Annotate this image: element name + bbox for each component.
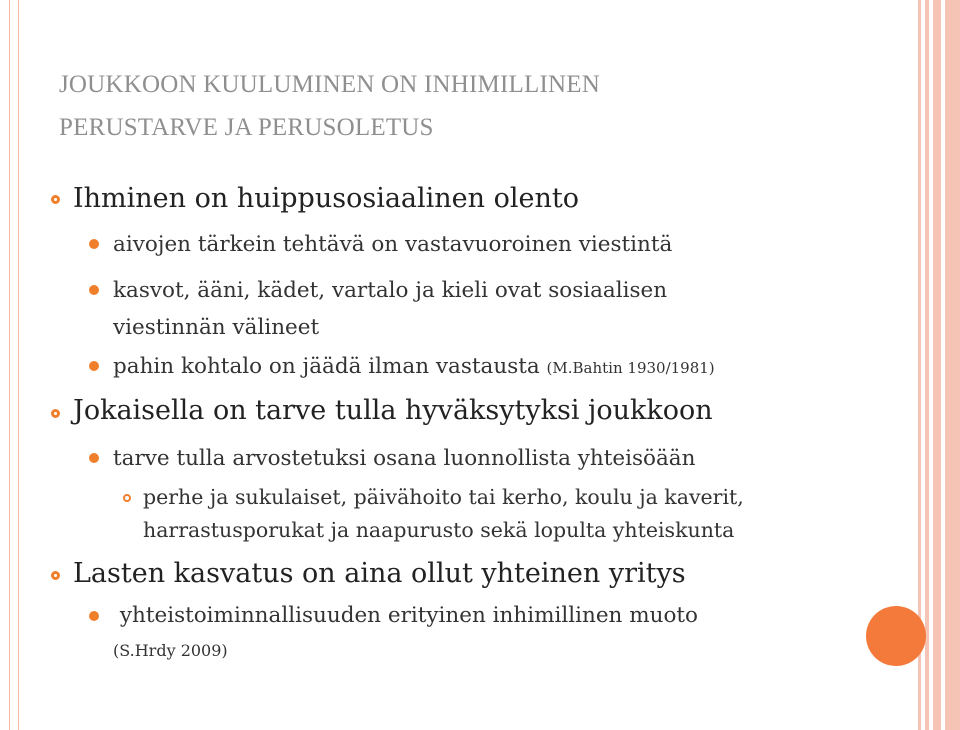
bullet-3-1: yhteistoiminnallisuuden erityinen inhimillinen muoto <box>113 603 699 628</box>
dot-bullet-icon <box>89 361 99 371</box>
bullet-3: Lasten kasvatus on aina ollut yhteinen yritys <box>73 558 686 589</box>
bullet-2-1-1 <box>143 481 903 547</box>
dot-bullet-icon <box>89 285 99 295</box>
bullet-1-3-citation: (M.Bahtin 1930/1981) <box>546 359 715 377</box>
title-line-2: PERUSTARVE JA PERUSOLETUS <box>59 114 434 141</box>
bullet-2-1: tarve tulla arvostetuksi osana luonnollista yhteisöään <box>113 446 696 471</box>
ring-bullet-icon <box>51 195 60 204</box>
bullet-3-1-citation: (S.Hrdy 2009) <box>113 641 228 660</box>
right-border-rules <box>918 0 960 730</box>
bullet-1-1: aivojen tärkein tehtävä on vastavuoroinen viestintä <box>113 232 673 257</box>
bullet-2-1-1-line-1: perhe ja sukulaiset, päivähoito tai kerho, koulu ja kaverit, <box>143 485 744 509</box>
dot-bullet-icon <box>89 611 99 621</box>
ring-bullet-icon <box>123 494 131 502</box>
bullet-1: Ihminen on huippusosiaalinen olento <box>73 183 579 214</box>
left-border-rule <box>9 0 19 730</box>
bullet-1-3 <box>113 348 873 387</box>
decorative-orange-circle <box>866 606 926 666</box>
dot-bullet-icon <box>89 453 99 463</box>
slide-title <box>59 63 859 149</box>
bullet-1-2 <box>113 272 873 346</box>
bullet-1-3-text: pahin kohtalo on jäädä ilman vastausta <box>113 354 540 379</box>
dot-bullet-icon <box>89 239 99 249</box>
bullet-1-2-line-1: kasvot, ääni, kädet, vartalo ja kieli ovat sosiaalisen <box>113 278 668 303</box>
bullet-1-2-line-2: viestinnän välineet <box>113 315 320 340</box>
bullet-2: Jokaisella on tarve tulla hyväksytyksi joukkoon <box>73 395 713 426</box>
bullet-2-1-1-line-2: harrastusporukat ja naapurusto sekä lopulta yhteiskunta <box>143 518 735 542</box>
ring-bullet-icon <box>51 571 60 580</box>
title-line-1: JOUKKOON KUULUMINEN ON INHIMILLINEN <box>59 71 600 98</box>
ring-bullet-icon <box>51 409 60 418</box>
